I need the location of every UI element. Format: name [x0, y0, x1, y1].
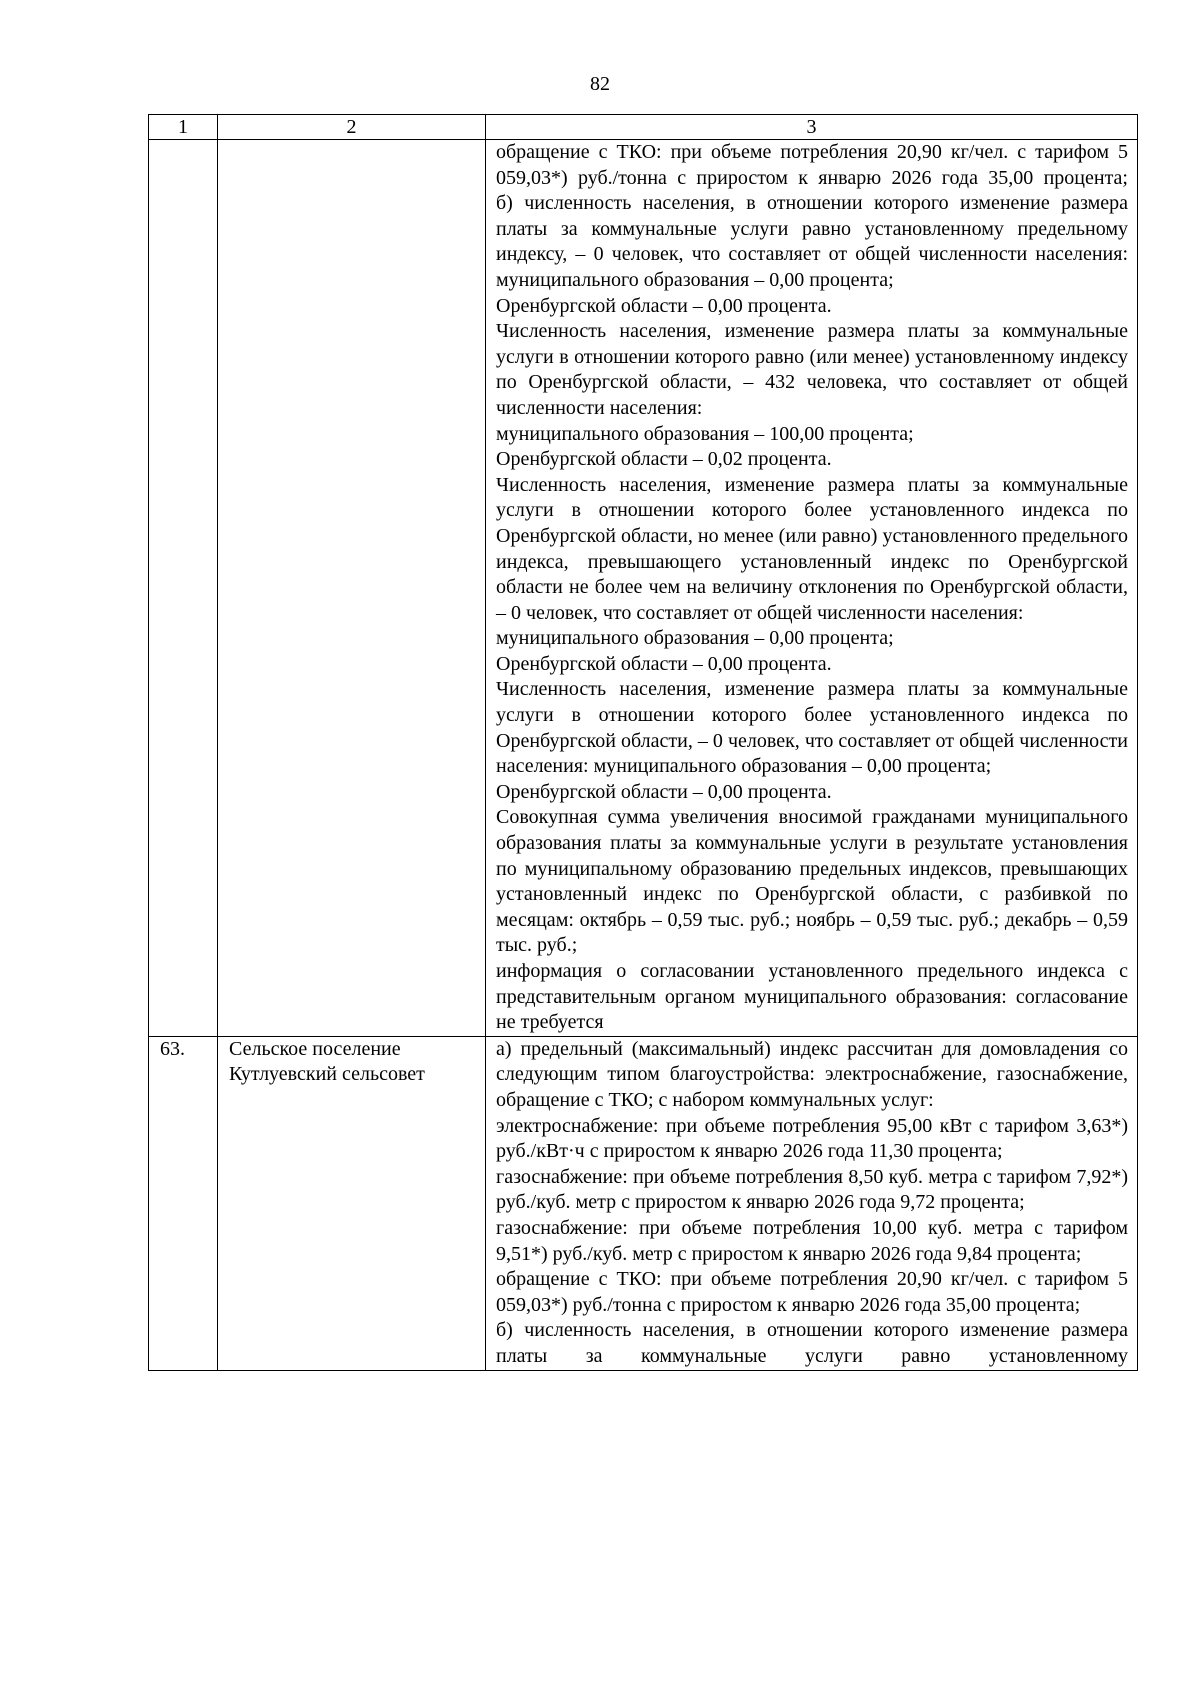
paragraph: муниципального образования – 0,00 процента;	[496, 268, 894, 291]
municipality-name: Сельское поселение Кутлуевский сельсовет	[218, 1036, 486, 1370]
paragraph: муниципального образования – 0,00 процента;	[496, 627, 894, 650]
paragraph: электроснабжение: при объеме потребления 95,00 кВт с тарифом 3,63*) руб./кВт·ч с приростом к январю 2026 года 11,30 процента;	[496, 1114, 1128, 1163]
page-number: 82	[590, 73, 610, 95]
paragraph: а) предельный (максимальный) индекс рассчитан для домовладения со следующим типом благоустройства: электроснабжение, газоснабжение, обращение с ТКО; с набором коммунальных услуг:	[496, 1037, 1128, 1111]
paragraph: Оренбургской области – 0,00 процента.	[496, 780, 832, 803]
paragraph: информация о согласовании установленного предельного индекса с представительным органом муниципального образования: согласование не требуется	[496, 960, 1128, 1034]
paragraph: б) численность населения, в отношении которого изменение размера платы за коммунальные услуги равно установленному	[496, 1319, 1128, 1367]
table-row	[149, 140, 1138, 1037]
municipality-name	[218, 140, 486, 1037]
paragraph: обращение с ТКО: при объеме потребления 20,90 кг/чел. с тарифом 5 059,03*) руб./тонна с приростом к январю 2026 года 35,00 процента;	[496, 1268, 1128, 1316]
paragraph: муниципального образования – 100,00 процента;	[496, 422, 914, 445]
header-col-1: 1	[149, 115, 218, 140]
paragraph: Совокупная сумма увеличения вносимой гражданами муниципального образования платы за коммунальные услуги в результате установления по муниципальному образованию предельных индексов, превышающих установленный индекс по Оренбургской области, с разбивкой по месяцам: октябрь – 0,59 тыс. руб.; ноябрь – 0,59 тыс. руб.; декабрь – 0,59 тыс. руб.;	[496, 806, 1128, 957]
paragraph: б) численность населения, в отношении которого изменение размера платы за коммунальные услуги равно установленному предельному индексу, – 0 человек, что составляет от общей численности населения:	[496, 192, 1128, 266]
indices-table	[148, 114, 1138, 1371]
table-header-row	[149, 115, 1138, 140]
paragraph: Оренбургской области – 0,00 процента.	[496, 294, 832, 317]
paragraph: газоснабжение: при объеме потребления 8,50 куб. метра с тарифом 7,92*) руб./куб. метр с приростом к январю 2026 года 9,72 процента;	[496, 1165, 1128, 1214]
table-row	[149, 1036, 1138, 1370]
paragraph: Численность населения, изменение размера платы за коммунальные услуги в отношении которого более установленного индекса по Оренбургской области, – 0 человек, что составляет от общей численности населения: муниципального образования – 0,00 процента;	[496, 678, 1128, 778]
paragraph: газоснабжение: при объеме потребления 10,00 куб. метра с тарифом 9,51*) руб./куб. метр с приростом к январю 2026 года 9,84 процента;	[496, 1216, 1128, 1265]
paragraph: обращение с ТКО: при объеме потребления 20,90 кг/чел. с тарифом 5 059,03*) руб./тонна с приростом к январю 2026 года 35,00 процента;	[496, 141, 1128, 189]
paragraph: Оренбургской области – 0,02 процента.	[496, 448, 832, 471]
paragraph: Численность населения, изменение размера платы за коммунальные услуги в отношении которого равно (или менее) установленному индексу по Оренбургской области, – 432 человека, что составляет от общей численности населения:	[496, 320, 1128, 419]
header-col-3: 3	[486, 115, 1138, 140]
row-number	[149, 140, 218, 1037]
paragraph: Оренбургской области – 0,00 процента.	[496, 652, 832, 675]
row-content	[486, 140, 1138, 1037]
paragraph: Численность населения, изменение размера платы за коммунальные услуги в отношении которого более установленного индекса по Оренбургской области, но менее (или равно) установленного предельного индекса, превышающего установленный индекс по Оренбургской области не более чем на величину отклонения по Оренбургской области, – 0 человек, что составляет от общей численности населения:	[496, 473, 1128, 624]
header-col-2: 2	[218, 115, 486, 140]
row-content	[486, 1036, 1138, 1370]
row-number: 63.	[149, 1036, 218, 1370]
